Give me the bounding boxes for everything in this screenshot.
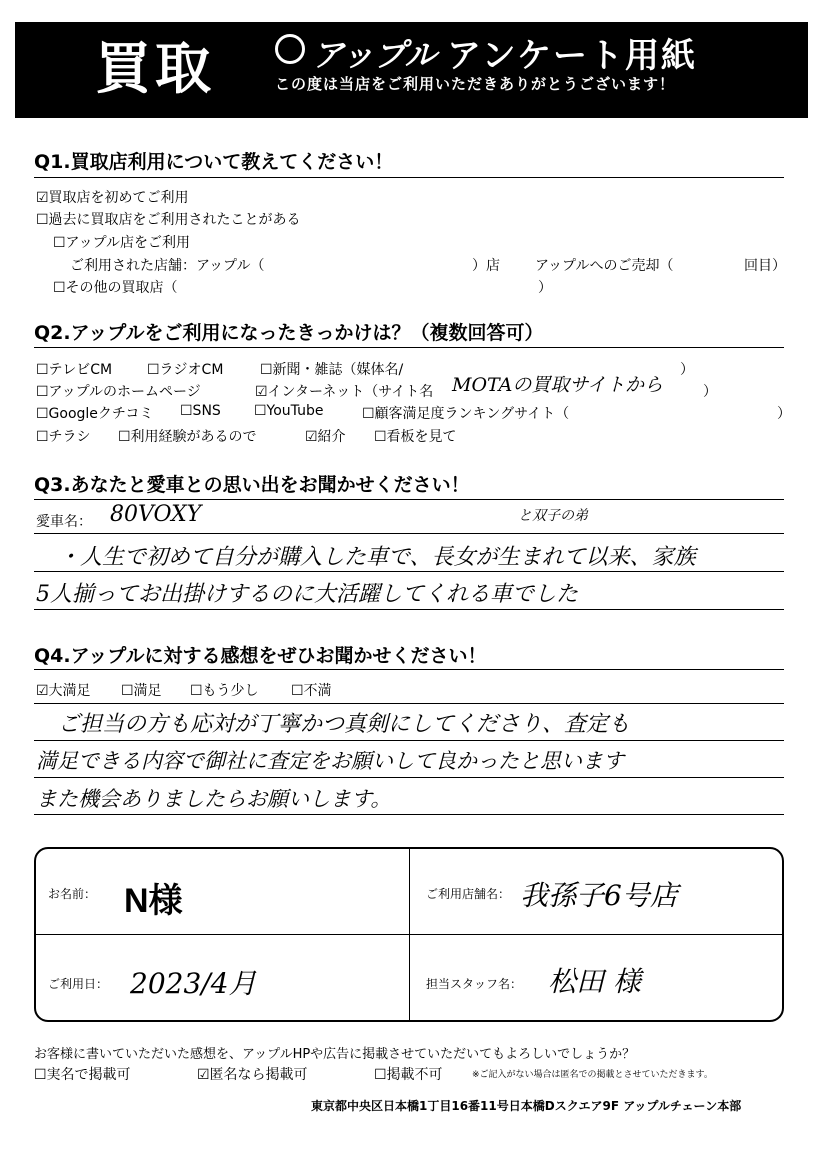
- q3-question: Q3.あなたと愛車との思い出をお聞かせください！: [34, 474, 470, 496]
- q1-option-first[interactable]: ☑買取店を初めてご利用: [36, 190, 189, 206]
- q4-rating-more[interactable]: ☐もう少し: [190, 683, 259, 699]
- q4-comment-line-1: ご担当の方も応対が丁寧かつ真剣にしてくださり、査定も: [58, 712, 631, 737]
- q2-option-signboard[interactable]: ☐看板を見て: [374, 429, 457, 445]
- q3-car-value: 80VOXY: [110, 502, 202, 527]
- q1-option-past[interactable]: ☐過去に買取店をご利用されたことがある: [36, 212, 301, 228]
- q1-question: Q1.買取店利用について教えてください！: [34, 151, 394, 173]
- q1-store-label: ご利用された店舗：アップル（: [70, 258, 265, 274]
- q1-option-apple[interactable]: ☐アップル店をご利用: [53, 235, 191, 251]
- header-kaitori: 買取: [95, 37, 215, 102]
- q2-question: Q2.アップルをご利用になったきっかけは？（複数回答可）: [34, 322, 544, 344]
- q2-option-google[interactable]: ☐Googleクチコミ: [36, 406, 154, 422]
- q2-internet-site-handwritten: MOTAの買取サイトから: [452, 374, 664, 396]
- q2-option-newspaper[interactable]: ☐新聞・雑誌（媒体名/: [260, 362, 404, 378]
- q1-divider: [34, 177, 784, 178]
- q2-option-experience[interactable]: ☐利用経験があるので: [118, 429, 257, 445]
- apple-logo-icon: [275, 34, 305, 64]
- q3-line-1: [34, 571, 784, 572]
- consent-real-name[interactable]: ☐実名で掲載可: [34, 1067, 131, 1083]
- q4-line-3: [34, 814, 784, 815]
- page-title: アンケート用紙: [447, 36, 697, 76]
- consent-not-allowed[interactable]: ☐掲載不可: [374, 1067, 443, 1083]
- q4-rating-very-satisfied[interactable]: ☑大満足: [36, 683, 91, 699]
- store-label: ご利用店舗名：: [426, 887, 511, 901]
- info-box-hdivider: [36, 934, 782, 935]
- q2-divider: [34, 347, 784, 348]
- brand-name: アップル: [312, 36, 437, 74]
- q3-memory-line-2: 5人揃ってお出掛けするのに大活躍してくれる車でした: [36, 582, 578, 607]
- consent-anonymous[interactable]: ☑匿名なら掲載可: [197, 1067, 308, 1083]
- q4-rating-unsatisfied[interactable]: ☐不満: [291, 683, 332, 699]
- q4-comment-line-3: また機会ありましたらお願いします。: [36, 787, 392, 811]
- q2-option-sns[interactable]: ☐SNS: [180, 403, 221, 419]
- q4-question: Q4.アップルに対する感想をぜひお聞かせください！: [34, 645, 487, 667]
- name-value: N様: [124, 882, 183, 920]
- q4-line-1: [34, 740, 784, 741]
- q2-option-radio[interactable]: ☐ラジオCM: [147, 362, 224, 378]
- q1-other-close: ）: [538, 280, 552, 296]
- staff-value: 松田 様: [548, 965, 641, 998]
- store-value: 我孫子6号店: [520, 879, 678, 912]
- date-label: ご利用日：: [48, 977, 109, 991]
- q3-line-0: [34, 533, 784, 534]
- q3-car-label: 愛車名：: [36, 514, 92, 530]
- q4-divider: [34, 669, 784, 670]
- q2-internet-close: ）: [703, 384, 717, 400]
- q1-visits-label: アップルへのご売却（: [535, 258, 674, 274]
- q1-option-other[interactable]: ☐その他の買取店（: [53, 280, 178, 296]
- q2-newspaper-close: ）: [680, 362, 694, 378]
- footer-address: 東京都中央区日本橋1丁目16番11号日本橋Dスクエア9F アップルチェーン本部: [311, 1099, 742, 1113]
- q2-option-flyer[interactable]: ☐チラシ: [36, 429, 91, 445]
- header-thanks: この度は当店をご利用いただきありがとうございます！: [275, 75, 676, 93]
- q3-line-2: [34, 609, 784, 610]
- consent-note: ※ご記入がない場合は匿名での掲載とさせていただきます。: [472, 1070, 713, 1080]
- q4-line-2: [34, 777, 784, 778]
- q2-ranking-close: ）: [777, 406, 791, 422]
- q2-option-homepage[interactable]: ☐アップルのホームページ: [36, 384, 201, 400]
- q2-option-youtube[interactable]: ☐YouTube: [254, 403, 324, 419]
- staff-label: 担当スタッフ名：: [426, 977, 523, 991]
- q1-store-suffix: ）店: [472, 258, 500, 274]
- q4-comment-line-2: 満足できる内容で御社に査定をお願いして良かったと思います: [36, 749, 624, 773]
- q4-rating-satisfied[interactable]: ☐満足: [121, 683, 162, 699]
- q1-visits-suffix: 回目）: [744, 258, 786, 274]
- q3-insert-note: と双子の弟: [518, 508, 588, 524]
- q2-option-ranking[interactable]: ☐顧客満足度ランキングサイト（: [362, 406, 570, 422]
- q3-memory-line-1: ・人生で初めて自分が購入した車で、長女が生まれて以来、家族: [58, 545, 696, 570]
- date-value: 2023/4月: [130, 967, 257, 1000]
- consent-question: お客様に書いていただいた感想を、アップルHPや広告に掲載させていただいてもよろしいでしょうか？: [34, 1047, 636, 1062]
- name-label: お名前：: [48, 887, 97, 901]
- q4-line-0: [34, 703, 784, 704]
- q3-divider: [34, 499, 784, 500]
- q2-option-tv[interactable]: ☐テレビCM: [36, 362, 113, 378]
- q2-option-referral[interactable]: ☑紹介: [305, 429, 346, 445]
- q2-option-internet[interactable]: ☑インターネット（サイト名: [255, 384, 434, 400]
